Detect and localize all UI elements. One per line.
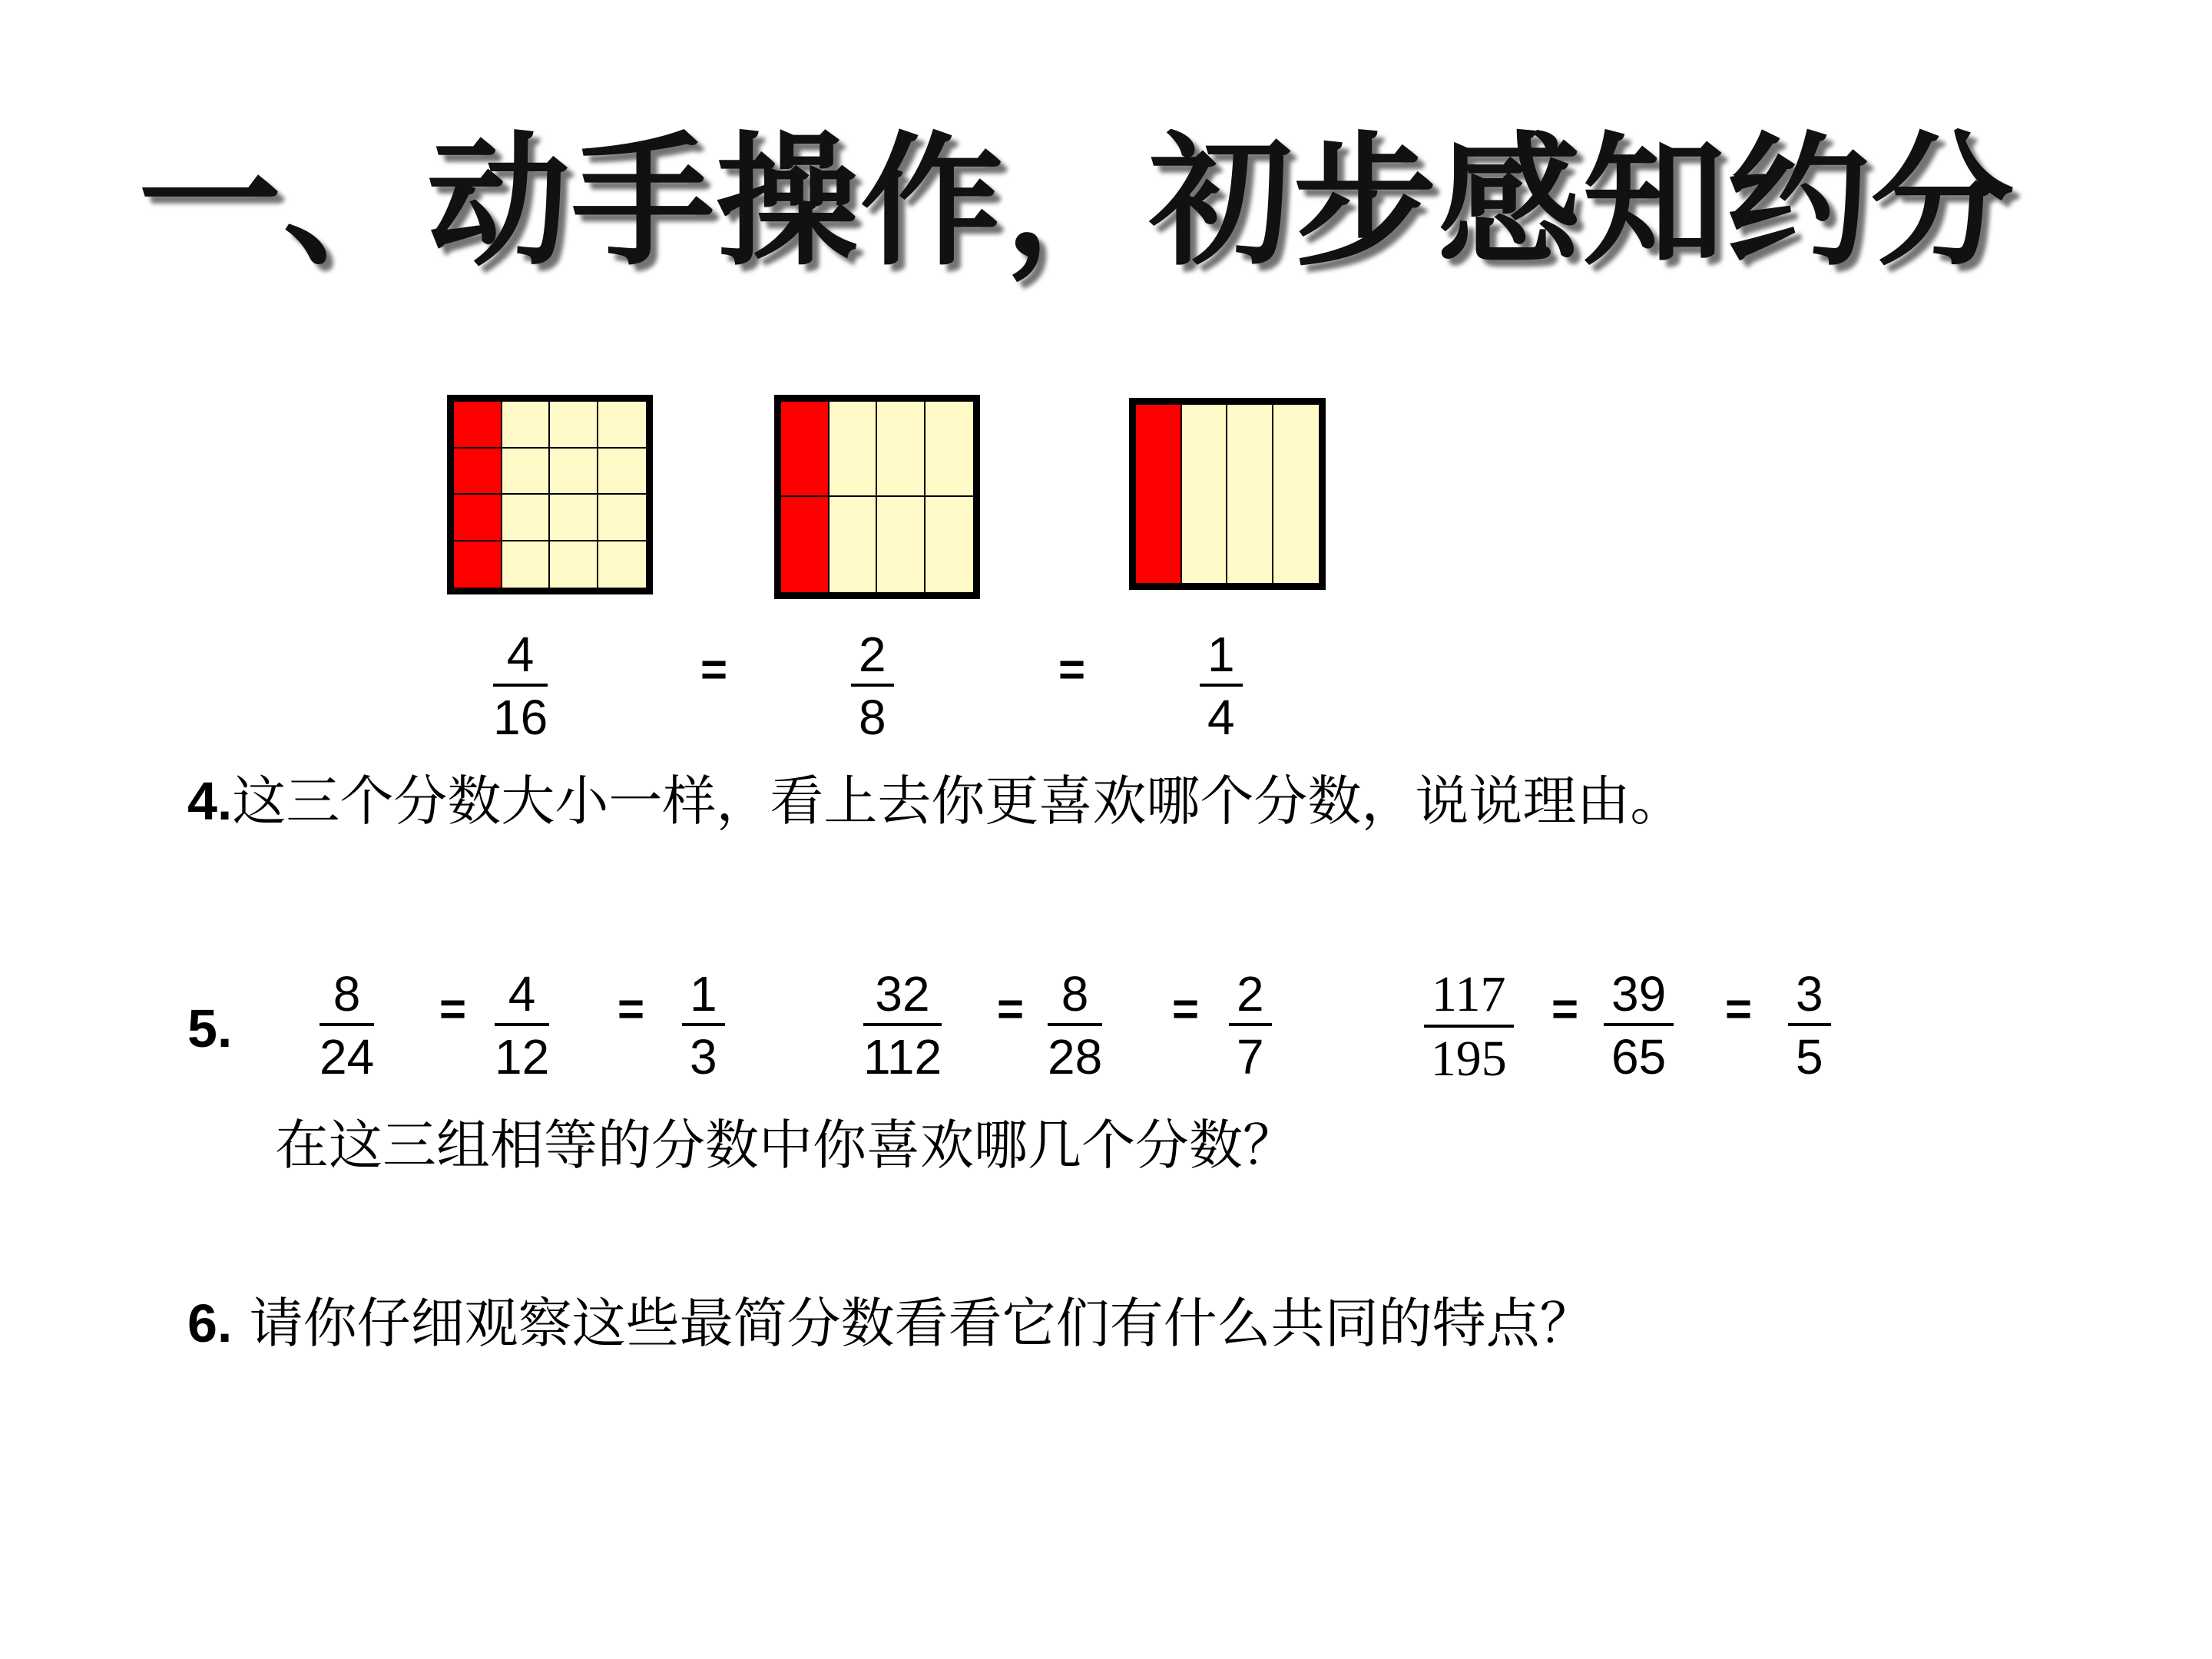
shaded-cell	[781, 402, 830, 497]
grid-cell	[926, 402, 974, 497]
grid-cell	[502, 495, 551, 541]
fraction-39-65	[1604, 966, 1674, 1084]
fraction-numerator: 8	[333, 966, 361, 1022]
fraction-denominator: 12	[495, 1029, 550, 1084]
question-number: 6.	[187, 1293, 233, 1353]
grid-cell	[550, 495, 598, 541]
grid-cell	[1227, 405, 1273, 583]
fraction-32-112	[863, 966, 942, 1084]
shaded-cell	[454, 541, 502, 588]
fraction-4-16	[493, 627, 548, 745]
fraction-2-7	[1229, 966, 1272, 1084]
fraction-denominator: 195	[1430, 1031, 1507, 1087]
grid-cell	[830, 402, 878, 497]
fraction-1-4	[1200, 627, 1243, 745]
grid-cell	[550, 449, 598, 495]
fraction-1-3	[682, 966, 725, 1084]
fraction-numerator: 4	[506, 627, 535, 682]
equals-sign: =	[997, 983, 1025, 1035]
grid-cell	[877, 402, 926, 497]
grid-cell	[550, 402, 598, 449]
grid-one-quarter	[1129, 398, 1326, 590]
grid-cell	[877, 497, 926, 592]
equals-sign: =	[1551, 983, 1579, 1035]
fraction-denominator: 28	[1048, 1029, 1103, 1084]
fraction-8-28	[1048, 966, 1103, 1084]
equals-sign: =	[700, 644, 728, 695]
fraction-numerator: 4	[508, 966, 536, 1022]
shaded-cell	[781, 497, 830, 592]
grid-four-sixteenths	[447, 395, 653, 594]
grid-cell	[502, 541, 551, 588]
grid-cell	[830, 497, 878, 592]
equals-sign: =	[439, 983, 467, 1035]
equals-sign: =	[618, 983, 645, 1035]
fraction-denominator: 24	[320, 1029, 375, 1084]
grid-cell	[550, 541, 598, 588]
fraction-numerator: 117	[1432, 966, 1506, 1022]
fraction-denominator: 4	[1207, 690, 1235, 745]
grid-cell	[1273, 405, 1320, 583]
grid-cell	[502, 402, 551, 449]
shaded-cell	[454, 449, 502, 495]
fraction-denominator: 8	[859, 690, 886, 745]
grid-cell	[598, 402, 647, 449]
shaded-cell	[454, 495, 502, 541]
fraction-numerator: 32	[875, 966, 930, 1022]
fraction-4-12	[495, 966, 550, 1084]
fraction-numerator: 39	[1611, 966, 1667, 1022]
shaded-cell	[454, 402, 502, 449]
fraction-117-195	[1424, 966, 1514, 1087]
fraction-numerator: 1	[690, 966, 717, 1022]
grid-cell	[598, 495, 647, 541]
equals-sign: =	[1725, 983, 1753, 1035]
shaded-cell	[1136, 405, 1182, 583]
fraction-numerator: 3	[1796, 966, 1823, 1022]
fraction-numerator: 8	[1061, 966, 1089, 1022]
question-number: 4.	[187, 771, 233, 831]
fraction-denominator: 3	[690, 1029, 717, 1084]
grid-cell	[598, 541, 647, 588]
page-title: 一、动手操作，初步感知约分	[138, 118, 2016, 285]
fraction-8-24	[320, 966, 375, 1084]
equals-sign: =	[1172, 983, 1200, 1035]
question-6	[187, 1292, 1594, 1355]
question-5-text: 在这三组相等的分数中你喜欢哪几个分数？	[275, 1114, 1296, 1177]
fraction-denominator: 7	[1237, 1029, 1264, 1084]
fraction-numerator: 2	[859, 627, 886, 682]
equals-sign: =	[1058, 644, 1086, 695]
grid-two-eighths	[774, 395, 980, 599]
grid-cell	[502, 449, 551, 495]
fraction-denominator: 5	[1796, 1029, 1823, 1084]
fraction-denominator: 16	[493, 690, 548, 745]
question-4	[187, 770, 1684, 833]
fraction-denominator: 65	[1611, 1029, 1667, 1084]
grid-cell	[598, 449, 647, 495]
question-text: 请你仔细观察这些最简分数看看它们有什么共同的特点？	[249, 1292, 1594, 1355]
question-5-number: 5.	[187, 998, 233, 1058]
grid-cell	[1182, 405, 1228, 583]
fraction-numerator: 2	[1237, 966, 1264, 1022]
fraction-numerator: 1	[1207, 627, 1235, 682]
fraction-2-8	[851, 627, 894, 745]
question-text: 这三个分数大小一样，看上去你更喜欢哪个分数，说说理由。	[232, 770, 1684, 833]
fraction-3-5	[1788, 966, 1831, 1084]
grid-cell	[926, 497, 974, 592]
fraction-denominator: 112	[863, 1029, 942, 1084]
